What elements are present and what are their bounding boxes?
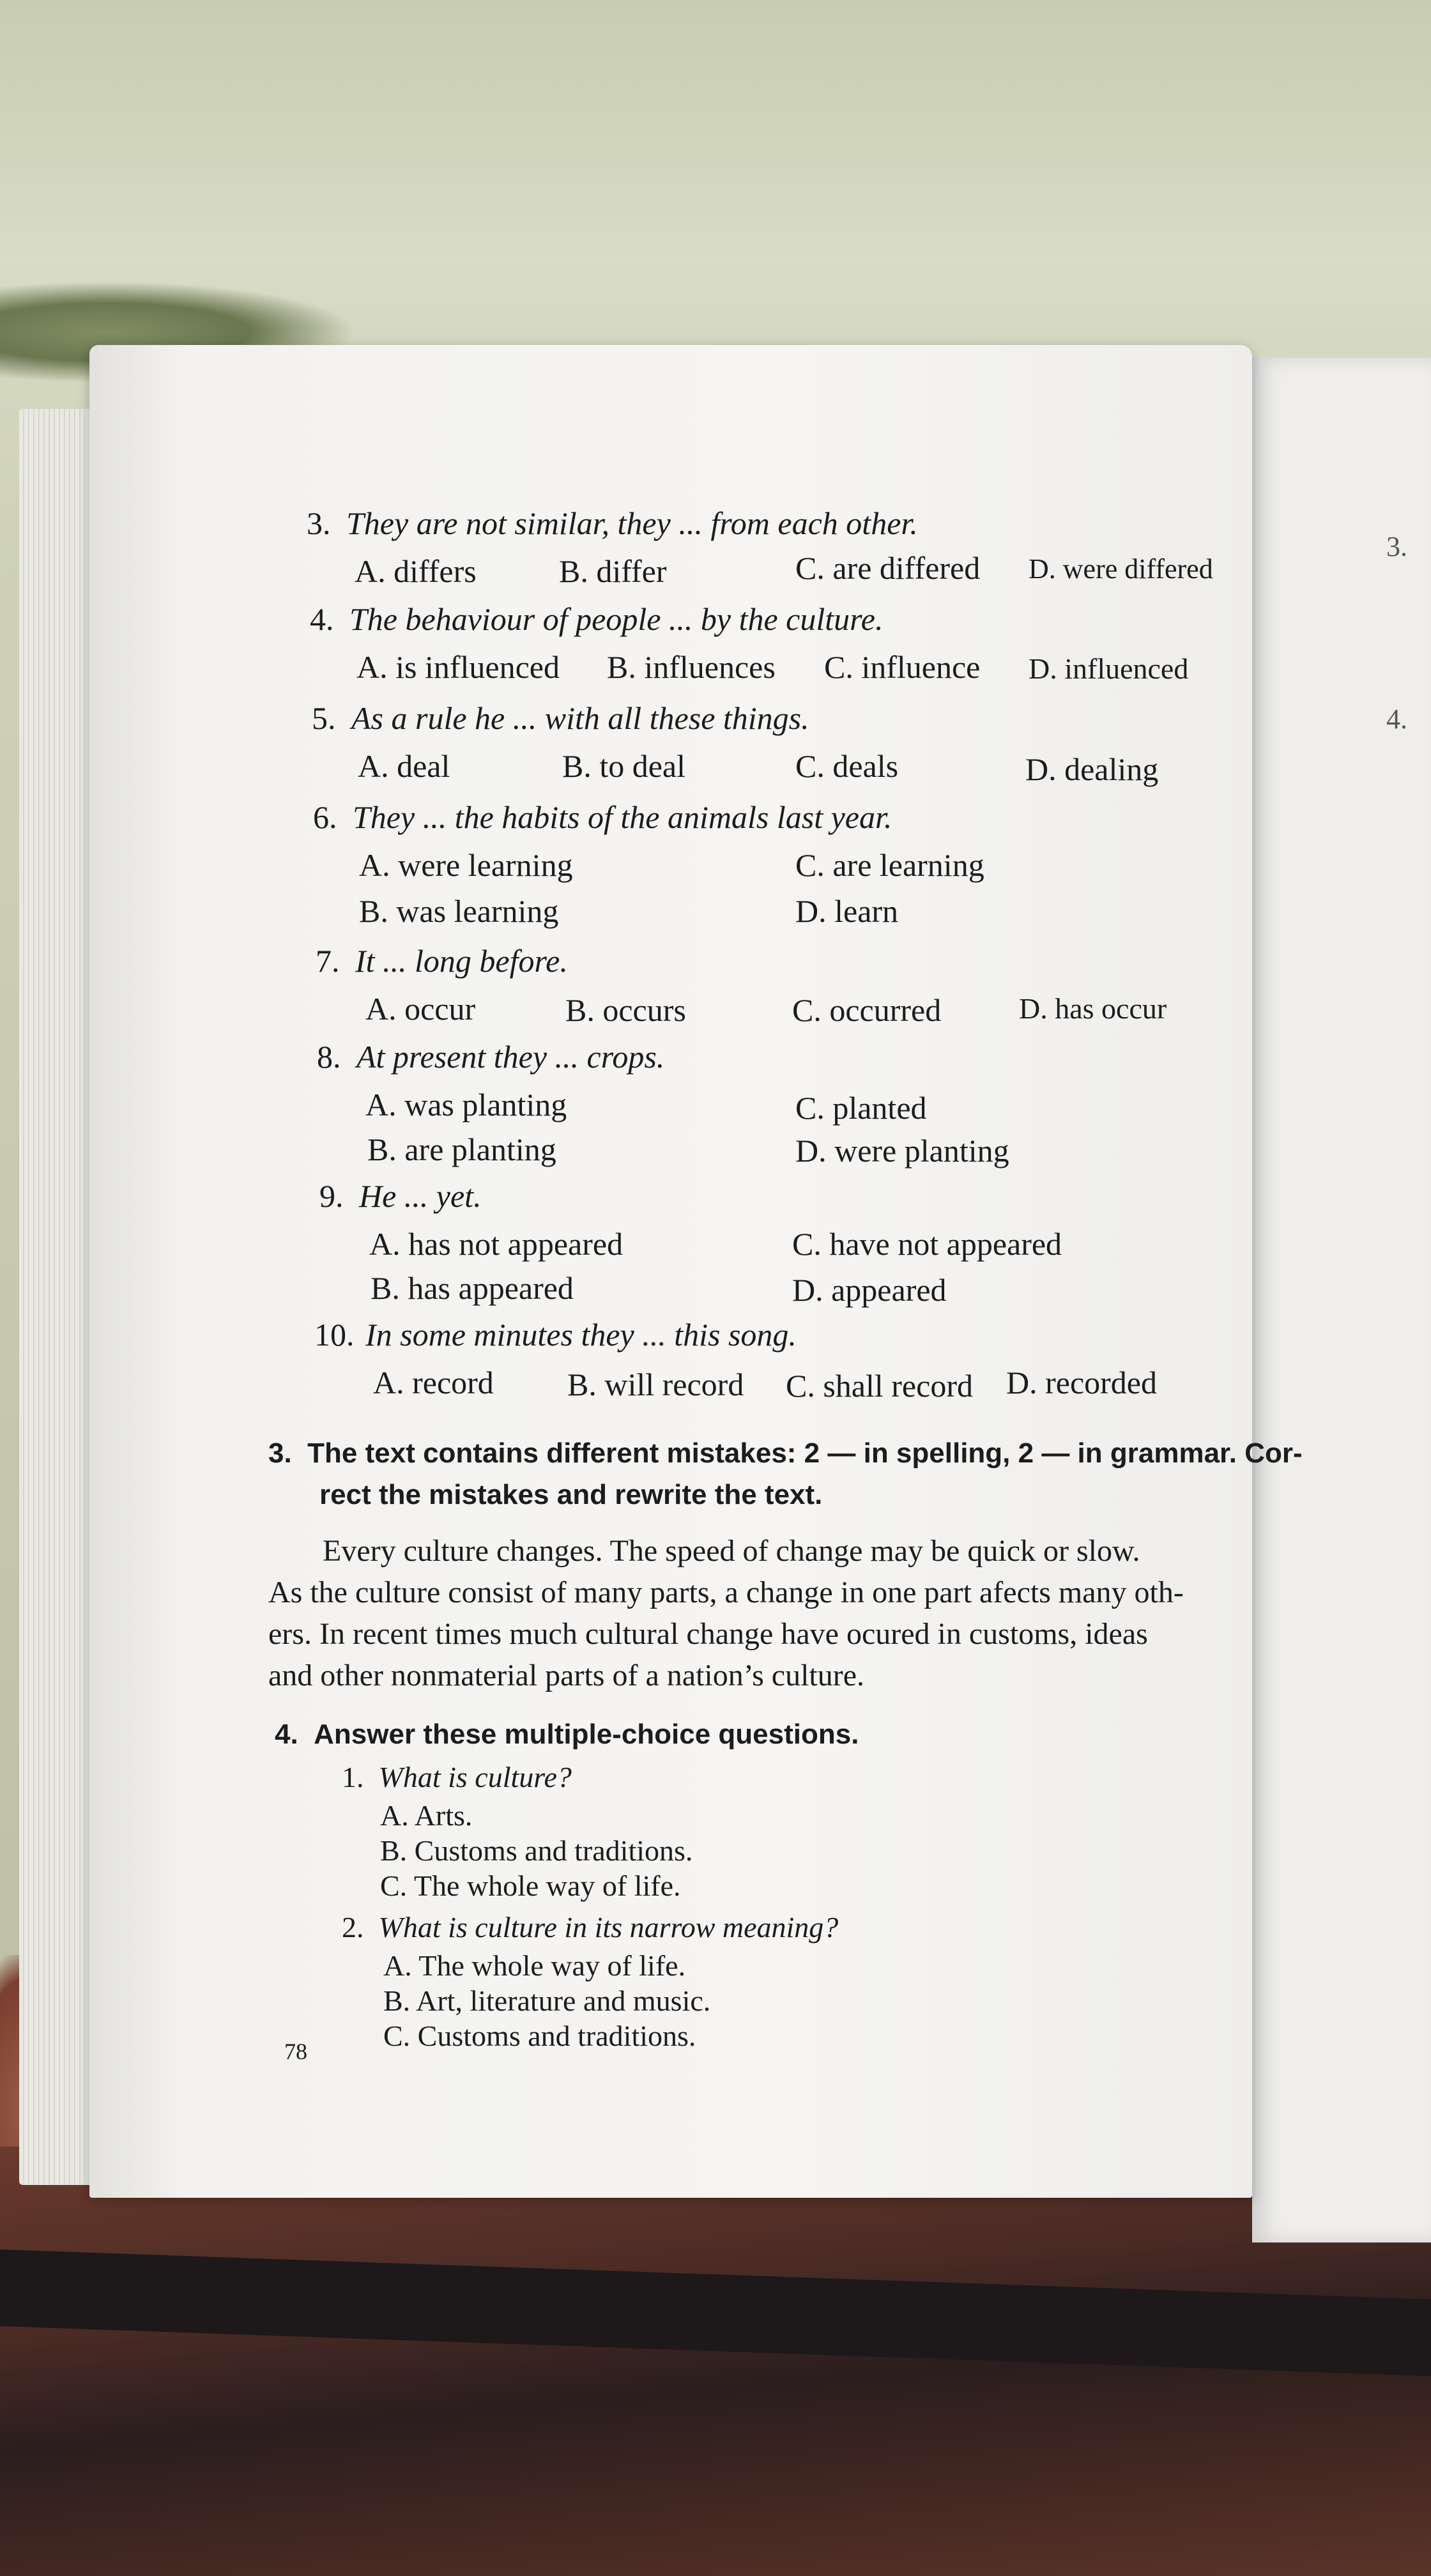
question-10: 10. In some minutes they ... this song. [314,1317,797,1353]
question-6: 6. They ... the habits of the animals last year. [313,799,892,835]
right-page-number-3: 3. [1386,531,1407,562]
exercise-3-text-line: Every culture changes. The speed of change may be quick or slow. [323,1534,1140,1568]
option: D. recorded [1006,1365,1157,1400]
question-7: 7. It ... long before. [316,943,568,979]
mc-option: B. Customs and traditions. [380,1834,693,1867]
option: A. occur [365,991,476,1027]
mc-option: A. Arts. [380,1799,473,1832]
option: A. were learning [359,847,573,883]
option: C. are differed [795,550,981,586]
mc-option: C. Customs and traditions. [383,2020,696,2052]
option: C. planted [795,1090,927,1126]
mc-question-2: 2. What is culture in its narrow meaning? [342,1911,839,1943]
exercise-3-text-line: and other nonmaterial parts of a nation’s culture. [268,1659,865,1692]
page-content [89,345,1303,2198]
question-8: 8. At present they ... crops. [317,1039,665,1075]
exercise-4-instruction: 4. Answer these multiple-choice questions. [275,1719,859,1750]
option: C. are learning [795,847,984,883]
mc-option: C. The whole way of life. [380,1869,681,1902]
option: D. were differed [1029,553,1213,585]
option: B. has appeared [371,1270,574,1306]
option: C. occurred [792,992,942,1028]
mc-option: A. The whole way of life. [383,1949,686,1982]
right-page [1252,358,1431,2242]
option: A. was planting [365,1087,567,1123]
page-number: 78 [284,2039,307,2064]
option: D. were planting [795,1133,1009,1169]
option: C. shall record [786,1368,973,1404]
option: D. dealing [1025,751,1159,787]
option: A. is influenced [356,649,560,685]
exercise-3-text-line: As the culture consist of many parts, a change in one part afects many oth- [268,1575,1184,1609]
option: B. will record [567,1367,744,1402]
right-page-number-4: 4. [1386,703,1407,735]
exercise-3-instruction-cont: rect the mistakes and rewrite the text. [319,1479,823,1510]
option: C. have not appeared [792,1226,1062,1262]
option: B. occurs [565,992,686,1028]
option: B. differ [559,553,667,589]
option: B. to deal [562,748,686,784]
option: D. appeared [792,1272,947,1308]
option: A. record [373,1365,494,1400]
question-5: 5. As a rule he ... with all these things. [312,700,809,736]
option: A. deal [358,748,450,784]
mc-option: B. Art, literature and music. [383,1984,711,2017]
exercise-3-text-line: ers. In recent times much cultural change have ocured in customs, ideas [268,1617,1148,1651]
exercise-3-instruction: 3. The text contains different mistakes: 2 — in spelling, 2 — in grammar. Cor- [268,1438,1303,1469]
option: A. has not appeared [369,1226,624,1262]
option: D. learn [795,893,899,929]
question-3: 3. They are not similar, they ... from each other. [307,505,918,541]
option: B. influences [607,649,776,685]
question-4: 4. The behaviour of people ... by the culture. [310,601,884,637]
book-page [89,345,1303,2198]
option: B. was learning [359,893,559,929]
mc-question-1: 1. What is culture? [342,1761,572,1793]
option: D. influenced [1029,652,1189,685]
question-9: 9. He ... yet. [319,1178,482,1214]
option: C. influence [824,649,981,685]
option: D. has occur [1019,992,1167,1025]
option: B. are planting [367,1131,556,1167]
option: C. deals [795,748,899,784]
option: A. differs [355,553,477,589]
